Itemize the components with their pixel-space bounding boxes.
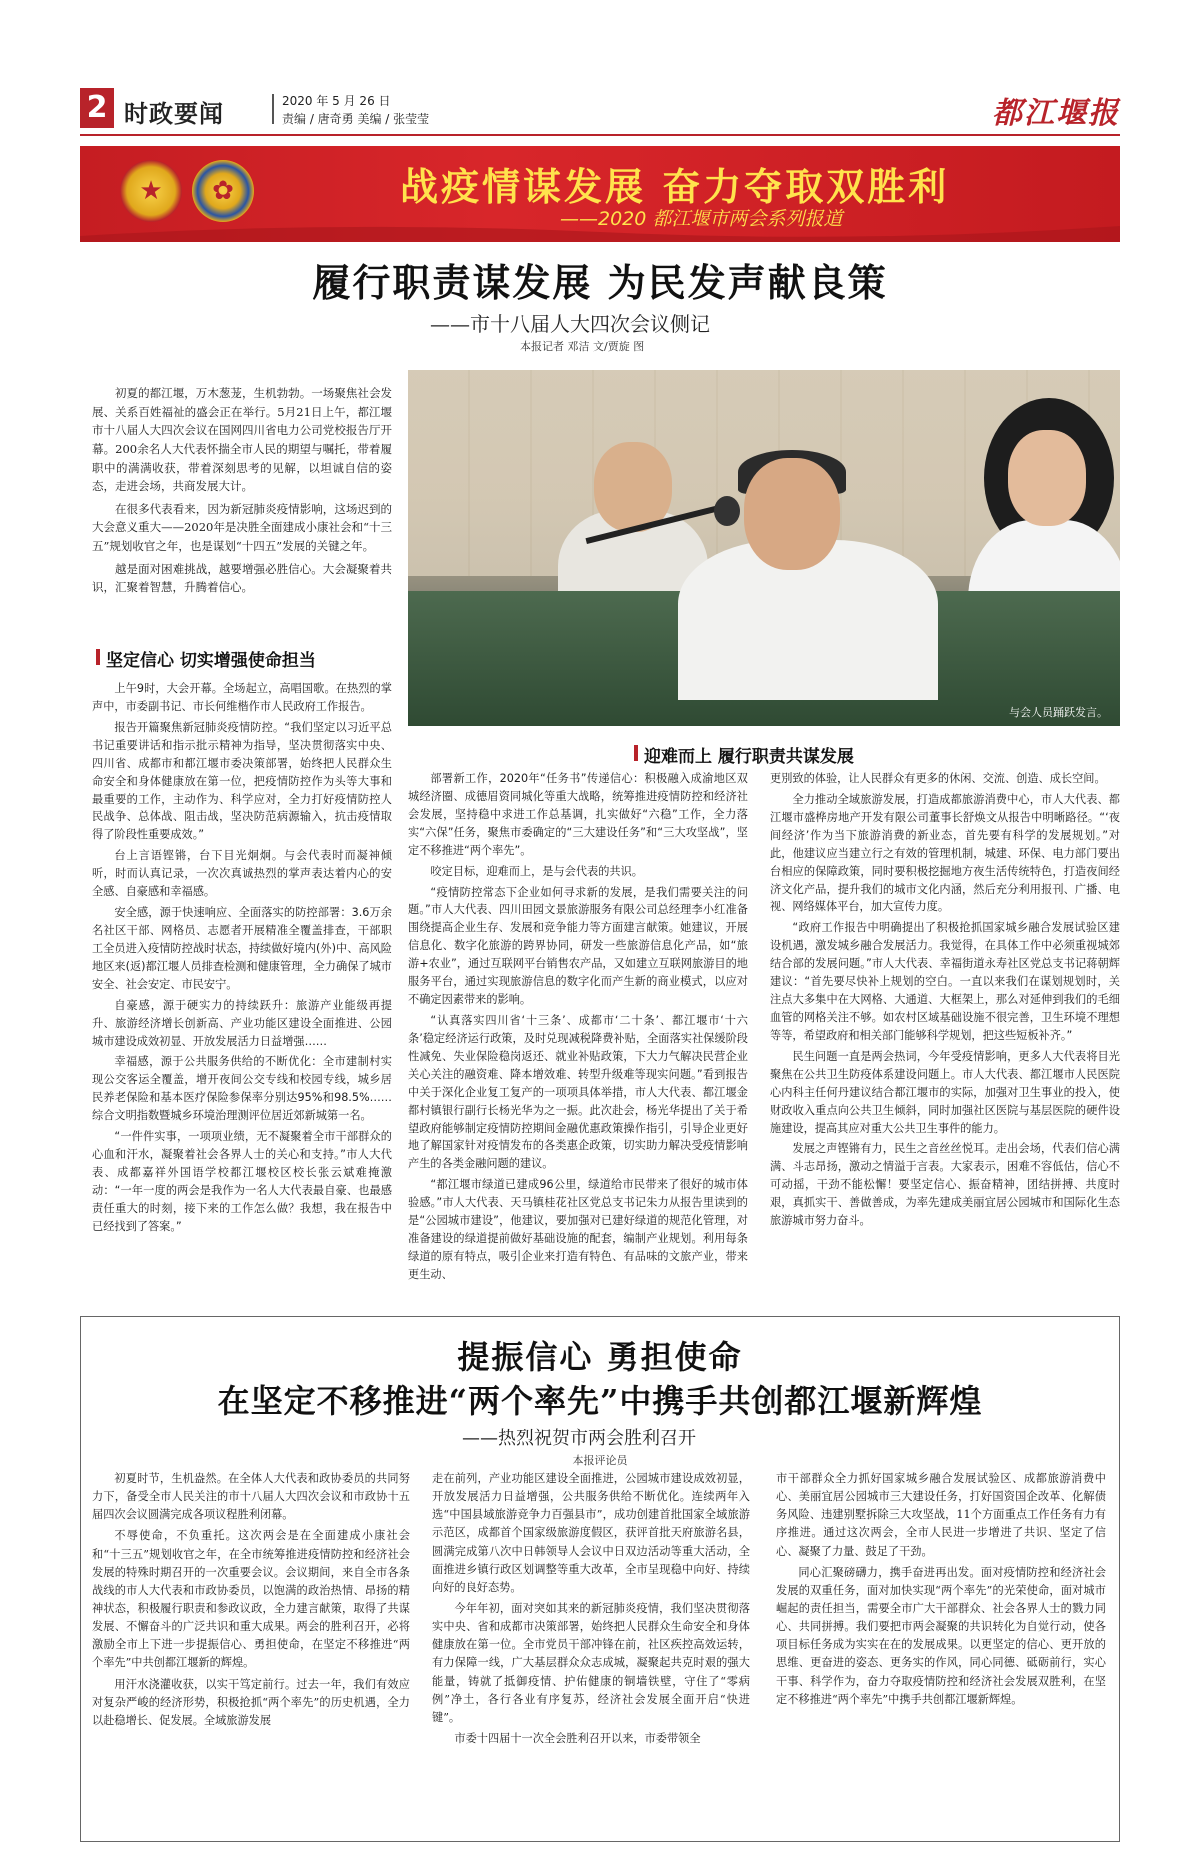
masthead-rule: [80, 134, 1120, 136]
issue-date: 2020 年 5 月 26 日: [282, 94, 391, 108]
masthead-divider: [272, 94, 274, 124]
body-paragraph: 市委十四届十一次全会胜利召开以来，市委带领全: [454, 1731, 701, 1745]
cppcc-emblem-icon: ✿: [192, 160, 254, 222]
paper-logo: 都江堰报: [992, 96, 1120, 131]
masthead: [80, 88, 1120, 130]
body-paragraph: 上午9时，大会开幕。全场起立，高唱国歌。在热烈的掌声中，市委副书记、市长何维楷作市人民政府工作报告。: [92, 682, 392, 713]
article-column-1: [92, 680, 392, 1239]
body-paragraph: 市干部群众全力抓好国家城乡融合发展试验区、成都旅游消费中心、美丽宜居公园城市三大建设任务，打好国资国企改革、化解债务风险、违建别墅拆除三大攻坚战，11个方面重点工作任务有力有序推进。通过这次两会，全市人民进一步增进了共识、坚定了信心、凝聚了力量、鼓足了干劲。: [776, 1472, 1106, 1558]
intro-paragraph: 初夏的都江堰，万木葱茏，生机勃勃。一场聚焦社会发展、关系百姓福祉的盛会正在举行。5月21日上午，都江堰市十八届人大四次会议在国网四川省电力公司党校报告厅开幕。200余名人大代表怀揣全市人民的期望与嘱托，带着履职中的满满收获，带着深刻思考的见解，以坦诚自信的姿态，走进会场，共商发展大计。: [92, 386, 392, 494]
delegate-figure: [1008, 430, 1086, 526]
article-subheadline: ——市十八届人大四次会议侧记: [430, 312, 710, 336]
body-paragraph: 今年年初，面对突如其来的新冠肺炎疫情，我们坚决贯彻落实中央、省和成都市决策部署，始终把人民群众生命安全和身体健康放在第一位。全市党员干部冲锋在前，社区疾控高效运转，有力保障一线，广大基层群众众志成城，凝聚起共克时艰的强大能量，铸就了抵御疫情、护佑健康的铜墙铁壁，守住了“零病例”净土，各行各业有序复苏，经济社会发展全面开启“快进键”。: [432, 1601, 750, 1724]
intro-paragraph: 在很多代表看来，因为新冠肺炎疫情影响，这场迟到的大会意义重大——2020年是决胜全面建成小康社会和“十三五”规划收官之年，也是谋划“十四五”发展的关键之年。: [92, 501, 392, 553]
body-paragraph: 更別致的体验，让人民群众有更多的休闲、交流、创造、成长空间。: [770, 772, 1106, 785]
body-paragraph: 安全感，源于快速响应、全面落实的防控部署：3.6万余名社区干部、网格员、志愿者开展精准全覆盖排查，干部职工全员进入疫情防控战时状态，持续做好境内(外)中、高风险地区来(返)都江堰人员排查检测和健康管理，全力确保了城市安全、社会安定、市民安宁。: [92, 906, 392, 991]
body-paragraph: “都江堰市绿道已建成96公里，绿道给市民带来了很好的城市体验感。”市人大代表、天马镇桂花社区党总支书记朱力从报告里读到的是“公园城市建设”，他建议，要加强对已建好绿道的规范化管理，对准备建设的绿道提前做好基础设施的配套，编制产业规划。利用每条绿道的原有特点，吸引企业来打造有特色、有品味的文旅产业，带来更生动、: [408, 1178, 748, 1281]
editorial-title: 提振信心 勇担使命: [457, 1338, 743, 1376]
body-paragraph: 部署新工作，2020年“任务书”传递信心：积极融入成渝地区双城经济圈、成德眉资同城化等重大战略，统筹推进疫情防控和经济社会发展，坚持稳中求进工作总基调，扎实做好“六稳”工作，全力落实“六保”任务，聚焦市委确定的“三大建设任务”和“三大攻坚战”，坚定不移推进“两个率先”。: [408, 772, 748, 857]
body-paragraph: “一件件实事，一项项业绩，无不凝聚着全市干部群众的心血和汗水，凝聚着社会各界人士的关心和支持。”市人大代表、成都嘉祥外国语学校都江堰校区校长张云斌难掩激动：“一年一度的两会是我作为一名人大代表最自豪、也最感责任重大的时刻，接下来的工作怎么做？我想，我在报告中已经找到了答案。”: [92, 1130, 392, 1233]
photo-caption: 与会人员踊跃发言。: [1009, 706, 1108, 719]
body-paragraph: 初夏时节，生机盎然。在全体人大代表和政协委员的共同努力下，备受全市人民关注的市十八届人大四次会议和市政协十五届四次会议圆满完成各项议程胜利闭幕。: [92, 1472, 410, 1522]
editorial-column-2: [432, 1470, 750, 1751]
banner-title: 战疫情谋发展 奋力夺取双胜利: [400, 165, 950, 209]
body-paragraph: 报告开篇聚焦新冠肺炎疫情防控。“我们坚定以习近平总书记重要讲话和指示批示精神为指导，坚决贯彻落实中央、四川省、成都市和都江堰市委决策部署，始终把人民群众生命安全和身体健康放在第一位，把疫情防控作为头等大事和最重要的工作，主动作为、科学应对，全力打好疫情防控人民战争、总体战、阻击战，坚决防范病源输入，抗击疫情取得了阶段性重要成效。”: [92, 720, 392, 842]
body-paragraph: 自豪感，源于硬实力的持续跃升：旅游产业能级再提升、旅游经济增长创新高、产业功能区建设全面推进、公园城市建设成效初显、开放发展活力日益增强……: [92, 998, 392, 1048]
national-emblem-icon: ★: [120, 160, 182, 222]
article-byline: 本报记者 邓洁 文/贾旋 图: [520, 340, 645, 353]
intro-paragraph: 越是面对困难挑战，越要增强必胜信心。大会凝聚着共识，汇聚着智慧，升腾着信心。: [92, 561, 392, 595]
body-paragraph: 全力推动全域旅游发展，打造成都旅游消费中心，市人大代表、都江堰市盛桦房地产开发有限公司董事长舒焕文从报告中明晰路径。“‘夜间经济’作为当下旅游消费的新业态，首先要有科学的发展规划。”对此，他建议应当建立行之有效的管理机制，城建、环保、电力部门要出台相应的保障政策，同时要积极挖掘地方夜生活传统特色，打造夜间经济文化产品，提升我们的城市文化内涵，然后充分利用报刊、广播、电视、网络媒体平台，加大宣传力度。: [770, 792, 1120, 914]
editorial-subtitle: ——热烈祝贺市两会胜利召开: [462, 1428, 696, 1449]
speaker-figure: [744, 458, 840, 570]
body-paragraph: 咬定目标，迎难而上，是与会代表的共识。: [430, 864, 643, 878]
body-paragraph: 发展之声铿锵有力，民生之音丝丝悦耳。走出会场，代表们信心满满、斗志昂扬，激动之情溢于言表。大家表示，困难不容低估，信心不可动摇，干劲不能松懈！要坚定信心、振奋精神，团结拼搏、共度时艰，真抓实干、善做善成，为率先建成美丽宜居公园城市和国际化生态旅游城市努力奋斗。: [770, 1142, 1120, 1228]
series-banner: [80, 146, 1120, 242]
meeting-photo: [408, 370, 1120, 726]
page-number: 2: [80, 88, 114, 128]
body-paragraph: 幸福感，源于公共服务供给的不断优化：全市建制村实现公交客运全覆盖，增开夜间公交专线和校园专线，城乡居民养老保险和基本医疗保险参保率分别达95%和98.5%……综合文明指数暨城乡环境治理测评位居近郊新城第一名。: [92, 1055, 392, 1123]
article-intro: [92, 384, 392, 601]
body-paragraph: 台上言语铿锵，台下目光炯炯。与会代表时而凝神倾听，时而认真记录，一次次真诚热烈的掌声表达着内心的安全感、自豪感和幸福感。: [92, 849, 392, 899]
section-heading: 坚定信心 切实增强使命担当: [106, 646, 316, 671]
banner-subtitle: ——2020 都江堰市两会系列报道: [560, 208, 843, 230]
body-paragraph: 民生问题一直是两会热词，今年受疫情影响，更多人大代表将目光聚焦在公共卫生防疫体系建设问题上。市人大代表、都江堰市人民医院心内科主任何丹建议结合都江堰市的实际，加强对卫生事业的投入，使财政收入重点向公共卫生倾斜，同时加强社区医院与基层医院的硬件设施建设，提高其应对重大公共卫生事件的能力。: [770, 1049, 1120, 1135]
article-column-2: [408, 770, 748, 1287]
body-paragraph: 同心汇聚磅礴力，携手奋进再出发。面对疫情防控和经济社会发展的双重任务，面对加快实现“两个率先”的光荣使命，面对城市崛起的责任担当，需要全市广大干部群众、社会各界人士的戮力同心、共同拼搏。我们要把市两会凝聚的共识转化为自觉行动，使各项目标任务成为实实在在的发展成果。以更坚定的信心、更开放的思维、更奋进的姿态、更务实的作风，同心同德、砥砺前行，实心干事、科学作为，奋力夺取疫情防控和经济社会发展双胜利，在坚定不移推进“两个率先”中携手共创都江堰新辉煌。: [776, 1565, 1106, 1706]
editorial-byline: 本报评论员: [572, 1454, 628, 1467]
body-paragraph: “疫情防控常态下企业如何寻求新的发展，是我们需要关注的问题。”市人大代表、四川田园文景旅游服务有限公司总经理李小红准备围绕提高企业生存、发展和竞争能力等方面建言献策。她建议，开展信息化、数字化旅游的跨界协同，研发一些旅游信息化产品，如“旅游+农业”，通过互联网平台销售农产品，又如建立互联网旅游目的地服务平台，通过实现旅游信息的数字化而产生新的商业模式，以应对不确定因素带来的影响。: [408, 885, 748, 1007]
editors-credit: 责编 / 唐奇勇 美编 / 张莹莹: [282, 112, 430, 126]
editorial-title: 在坚定不移推进“两个率先”中携手共创都江堰新辉煌: [217, 1382, 983, 1420]
body-paragraph: “认真落实四川省‘十三条’、成都市‘二十条’、都江堰市‘十六条’稳定经济运行政策，及时兑现减税降费补贴，全面落实社保缓阶段性减免、失业保险稳岗返还、就业补贴政策，下大力气解决民营企业关心关注的融资难、降本增效难、转型升级难等现实问题。”看到报告中关于深化企业复工复产的一项项具体举措，市人大代表、都江堰金都村镇银行副行长杨光华为之一振。此次赴会，杨光华提出了关于希望政府能够制定疫情防控期间金融优惠政策操作指引，引导企业更好地了解国家针对疫情发布的各类惠企政策，切实助力解决受疫情影响产生的各类金融问题的建议。: [408, 1013, 748, 1171]
editorial-column-3: [776, 1470, 1106, 1712]
body-paragraph: 不辱使命，不负重托。这次两会是在全面建成小康社会和“十三五”规划收官之年，在全市统筹推进疫情防控和经济社会发展的特殊时期召开的一次重要会议。会议期间，来自全市各条战线的市人大代表和市政协委员，以饱满的政治热情、昂扬的精神状态，积极履行职责和参政议政，全力建言献策，取得了共谋发展、不懈奋斗的广泛共识和重大成果。两会的胜利召开，必将激励全市上下进一步提振信心、勇担使命，在坚定不移推进“两个率先”中共创都江堰新的辉煌。: [92, 1529, 410, 1670]
section-heading: 迎难而上 履行职责共谋发展: [644, 742, 854, 767]
editorial-column-1: [92, 1470, 410, 1733]
body-paragraph: 走在前列，产业功能区建设全面推进，公园城市建设成效初显，开放发展活力日益增强，公共服务供给不断优化。连续两年入选“中国县域旅游竞争力百强县市”，成功创建首批国家全域旅游示范区，成都首个国家级旅游度假区，获评首批天府旅游名县，圆满完成第八次中日韩领导人会议中日双边活动等重大活动，全面推进乡镇行政区划调整等重大改革，全市呈现稳中向好、持续向好的良好态势。: [432, 1472, 750, 1594]
body-paragraph: “政府工作报告中明确提出了积极抢抓国家城乡融合发展试验区建设机遇，激发城乡融合发展活力。我觉得，在具体工作中必须重视城郊结合部的发展问题。”市人大代表、幸福街道永寿社区党总支书记蒋朝辉建议：“首先要尽快补上规划的空白。一直以来我们在谋划规划时，关注点大多集中在大网格、大通道、大框架上，那么对延伸到我们的毛细血管的网格关注不够。如农村区域基础设施不很完善，卫生环境不理想等等，希望政府和相关部门能够科学规划，把这些短板补齐。”: [770, 921, 1120, 1042]
article-headline: 履行职责谋发展 为民发声献良策: [312, 260, 888, 305]
section-name: 时政要闻: [124, 100, 224, 128]
microphone-icon: [714, 496, 740, 526]
article-column-3: [770, 770, 1120, 1233]
body-paragraph: 用汗水浇灌收获，以实干笃定前行。过去一年，我们有效应对复杂严峻的经济形势，积极抢抓“两个率先”的历史机遇，全力以赴稳增长、促发展。全域旅游发展: [92, 1677, 410, 1727]
